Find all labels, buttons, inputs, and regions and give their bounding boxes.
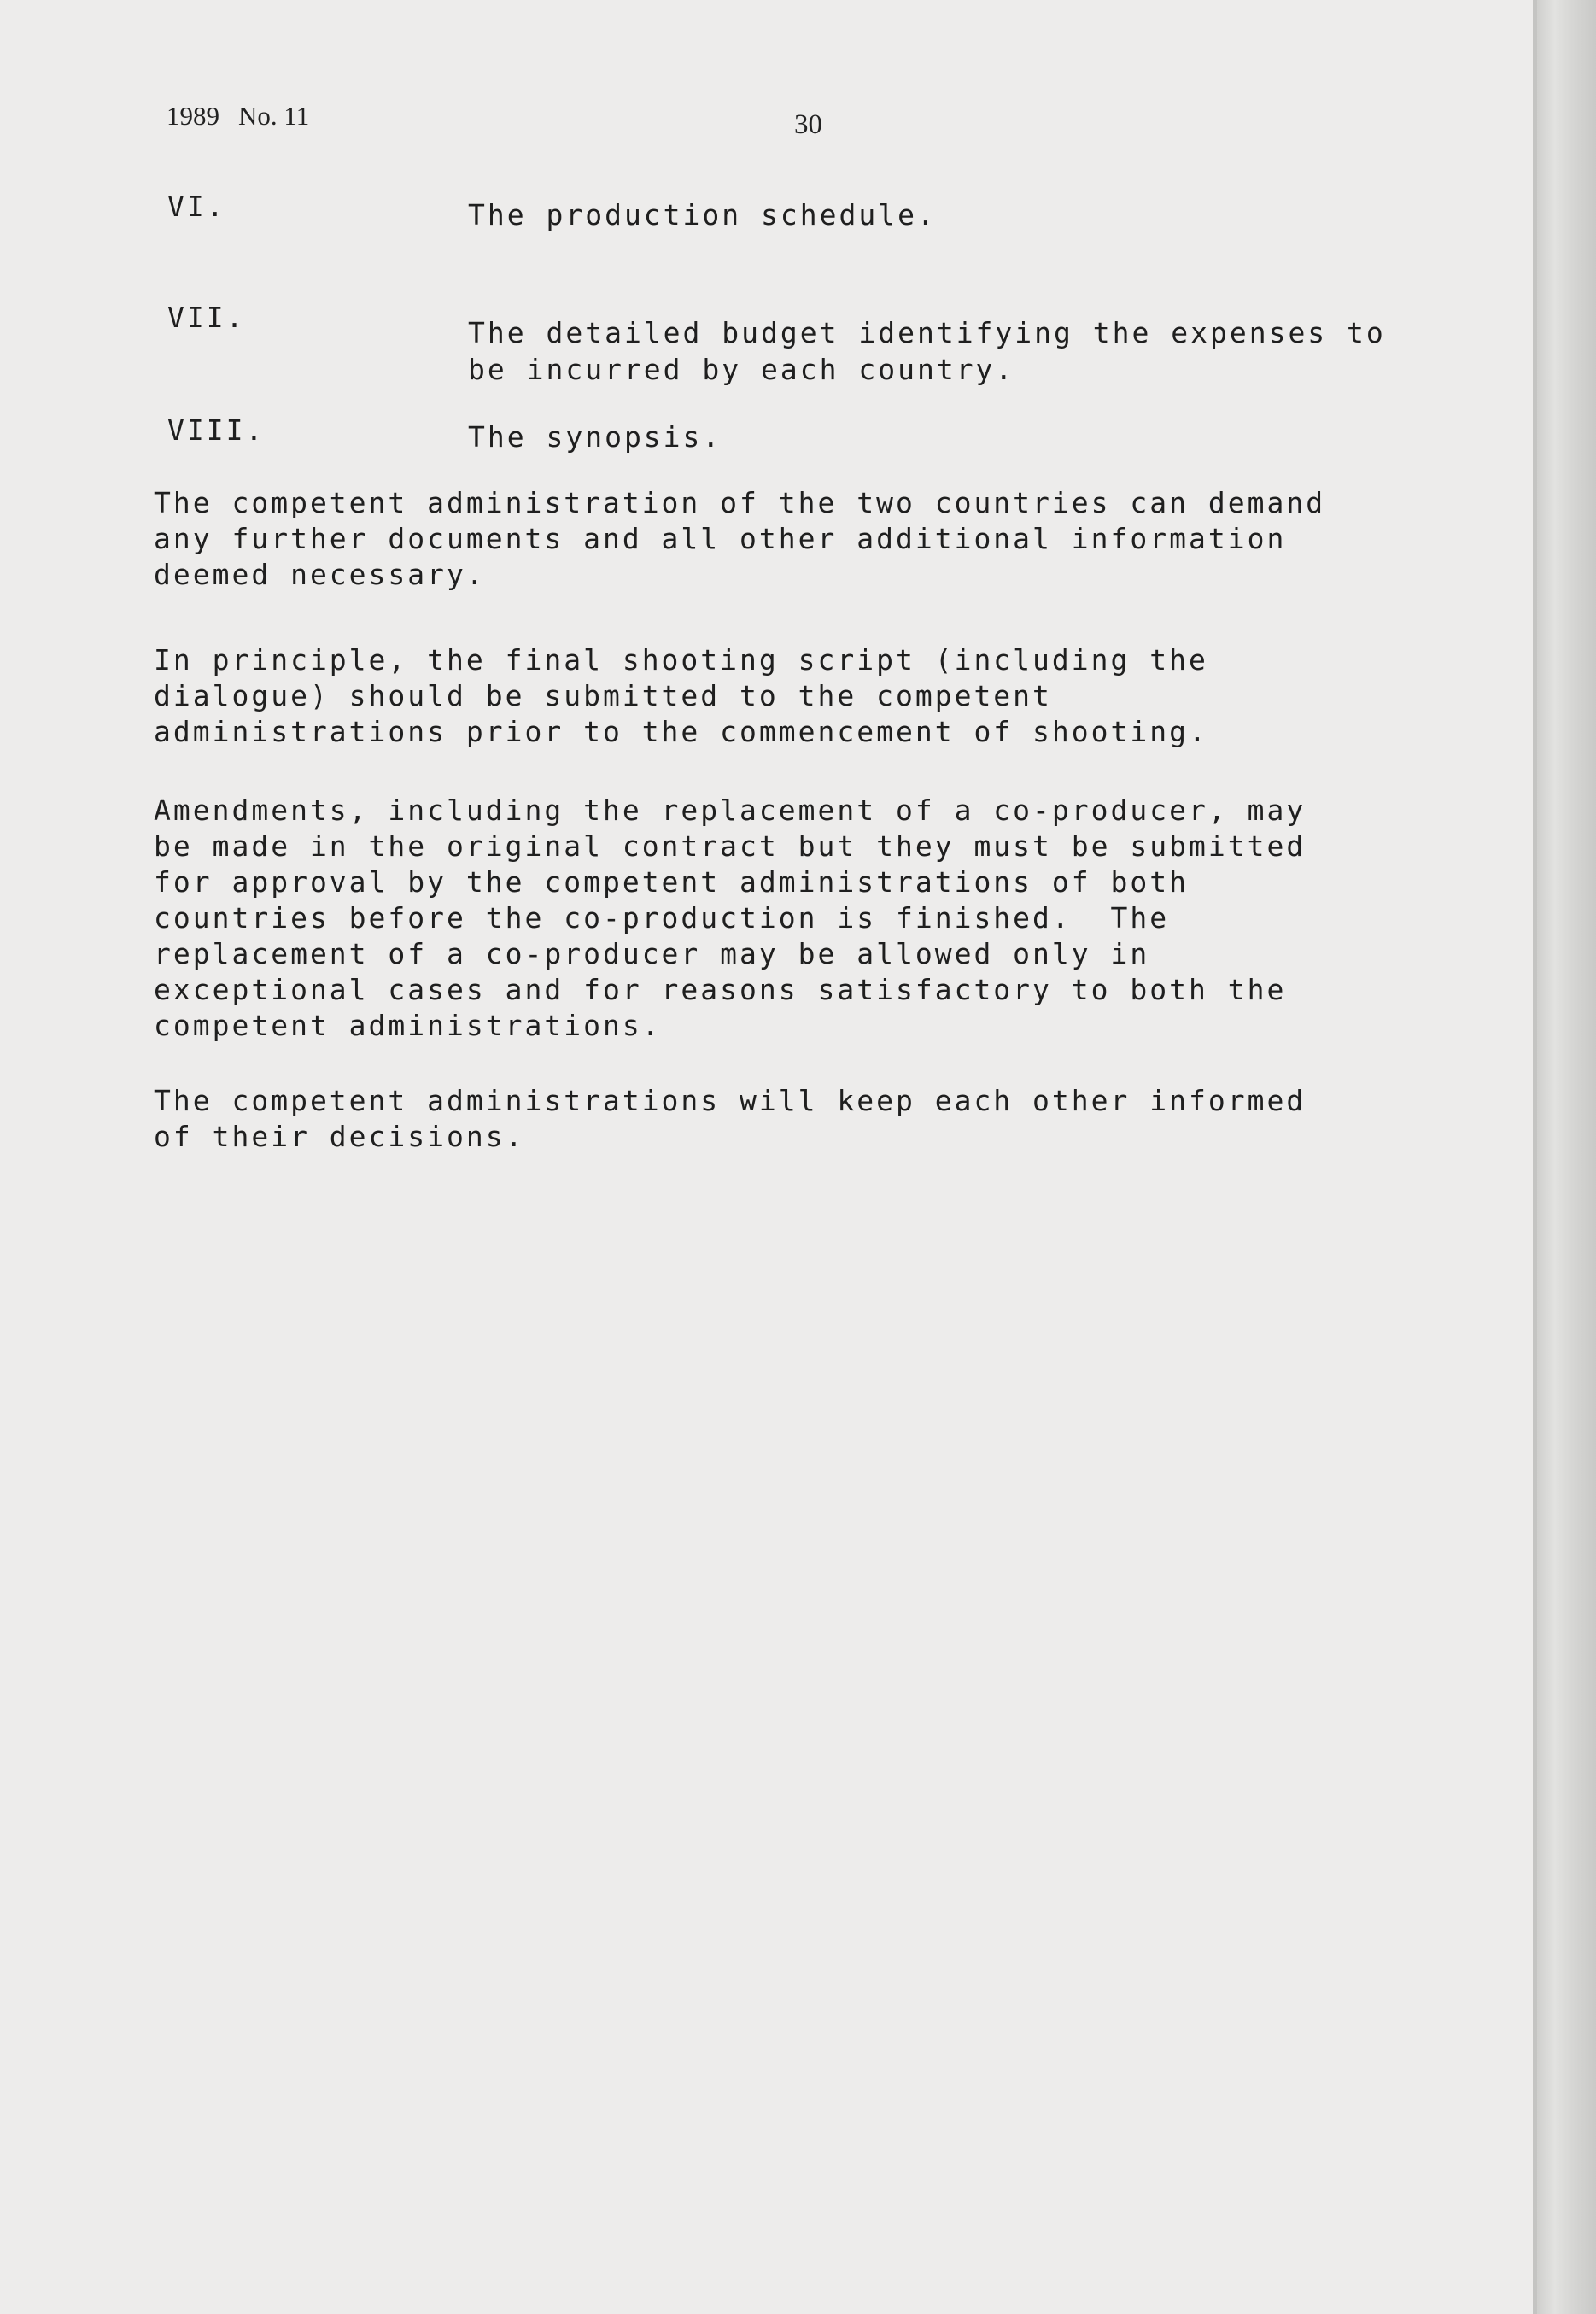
item-text-vi: The production schedule. xyxy=(468,198,937,231)
paragraph-further-documents: The competent administration of the two countries can demand any further documents and all other additional information deemed necessary. xyxy=(154,486,1326,591)
paragraph-shooting-script: In principle, the final shooting script (including the dialogue) should be submitted to the competent administrations prior to the commencement of shooting. xyxy=(154,643,1208,748)
binding-edge xyxy=(1537,0,1596,2314)
item-number-viii: VIII. xyxy=(167,413,266,447)
running-header xyxy=(167,101,328,132)
paragraph-amendments: Amendments, including the replacement of a co-producer, may be made in the original contract but they must be submitted for approval by the competent administrations of both countries before the co-production is finished. The replacement of a co-producer may be allowed only in exceptional cases and for reasons satisfactory to both the competent administrations. xyxy=(154,794,1307,1042)
item-number-vi: VI. xyxy=(167,190,226,223)
header-year: 1989 xyxy=(167,101,219,131)
header-issue: No. 11 xyxy=(238,101,310,131)
item-text-vii: The detailed budget identifying the expenses to be incurred by each country. xyxy=(468,316,1386,386)
paragraph-keep-informed: The competent administrations will keep each other informed of their decisions. xyxy=(154,1084,1307,1153)
item-text-viii: The synopsis. xyxy=(468,420,722,454)
page-number: 30 xyxy=(794,109,822,140)
item-number-vii: VII. xyxy=(167,301,246,334)
show-through-texture xyxy=(137,171,1469,2221)
